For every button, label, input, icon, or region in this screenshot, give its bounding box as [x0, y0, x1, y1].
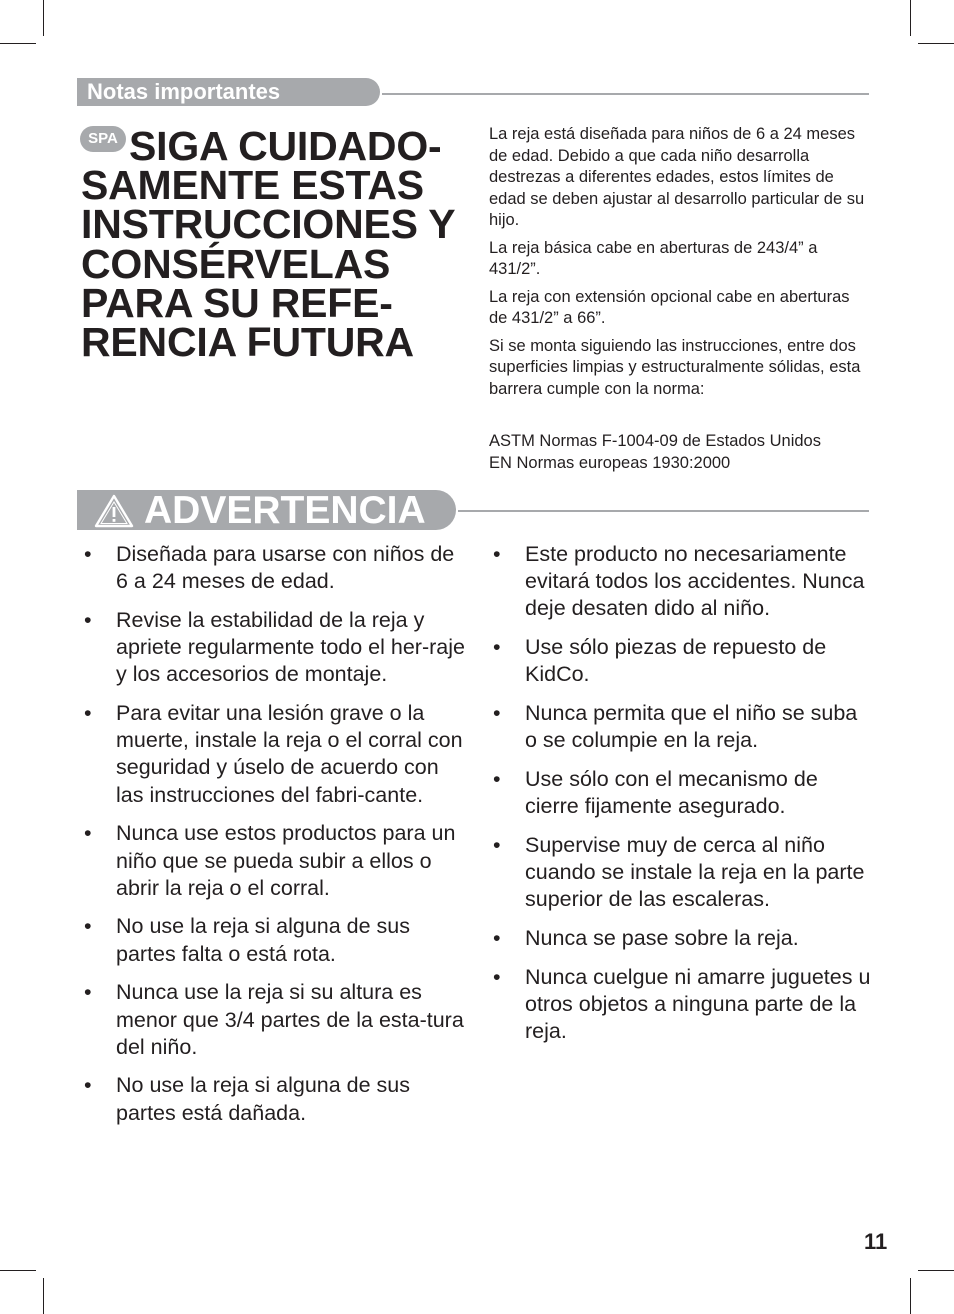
list-item-text: Use sólo piezas de repuesto de KidCo.: [525, 635, 827, 687]
bullet: •: [493, 542, 501, 566]
bullet: •: [493, 701, 501, 726]
list-item-text: No use la reja si alguna de sus partes falta o está rota.: [116, 914, 411, 966]
crop-mark: [910, 1278, 911, 1314]
list-item: [487, 634, 871, 688]
bullet: •: [493, 766, 501, 791]
list-item: [78, 913, 468, 967]
list-item: [78, 607, 468, 689]
list-item: [487, 832, 871, 914]
list-item-text: Este producto no necesariamente evitará todos los accidentes. Nunca deje desaten dido al niño.: [525, 542, 865, 621]
warning-list-right: [487, 541, 871, 1057]
standard-item: EN Normas europeas 1930:2000: [489, 453, 731, 472]
list-item: [78, 700, 468, 809]
list-item-text: Nunca cuelgue ni amarre juguetes u otros objetos a ninguna parte de la reja.: [525, 964, 871, 1044]
bullet: •: [84, 1073, 92, 1098]
list-item: [78, 1072, 468, 1126]
bullet: •: [84, 821, 92, 846]
list-item: [487, 766, 871, 820]
bullet: •: [493, 964, 501, 989]
list-item-text: Para evitar una lesión grave o la muerte, instale la reja o el corral con seguridad y úselo de acuerdo con las instrucciones del fabri-cante.: [116, 701, 463, 807]
info-column: [489, 124, 869, 474]
info-paragraph: La reja básica cabe en aberturas de 243/4” a 431/2”.: [489, 238, 818, 278]
bullet: •: [84, 607, 92, 632]
crop-mark: [918, 1270, 954, 1271]
list-item: [487, 541, 871, 623]
bullet: •: [84, 980, 92, 1005]
crop-mark: [910, 0, 911, 36]
list-item-text: Supervise muy de cerca al niño cuando se instale la reja en la parte superior de las escaleras.: [525, 832, 865, 912]
info-paragraph: Si se monta siguiendo las instrucciones, entre dos superficies limpias y estructuralmente sólidas, esta barrera cumple con la norma:: [489, 336, 861, 398]
section-label: Notas importantes: [87, 79, 281, 104]
warning-list-left: [78, 541, 468, 1138]
section-header: [77, 78, 380, 106]
bullet: •: [493, 925, 501, 950]
list-item: [487, 700, 871, 754]
crop-mark: [0, 43, 36, 44]
info-paragraph: La reja con extensión opcional cabe en aberturas de 431/2” a 66”.: [489, 287, 850, 327]
standard-item: ASTM Normas F-1004-09 de Estados Unidos: [489, 432, 821, 450]
warning-title: ADVERTENCIA: [144, 489, 426, 532]
bullet: •: [493, 832, 501, 857]
bullet: •: [84, 701, 92, 726]
bullet: •: [84, 542, 92, 566]
bullet: •: [493, 635, 501, 660]
warning-rule: [458, 510, 869, 512]
list-item: [487, 925, 871, 952]
warning-triangle-icon: [94, 494, 134, 528]
list-item: [78, 979, 468, 1061]
crop-mark: [43, 1278, 44, 1314]
info-paragraph: La reja está diseñada para niños de 6 a 24 meses de edad. Debido a que cada niño desarrolla destrezas a diferentes edades, estos límites de edad se deben ajustar al desarrollo particular de su hijo.: [489, 125, 865, 229]
list-item-text: Revise la estabilidad de la reja y apriete regularmente todo el her-raje y los accesorios de montaje.: [116, 607, 465, 687]
warning-header: [77, 490, 456, 530]
list-item-text: Diseñada para usarse con niños de 6 a 24 meses de edad.: [116, 542, 455, 594]
section-rule: [382, 93, 869, 95]
list-item-text: No use la reja si alguna de sus partes está dañada.: [116, 1073, 411, 1125]
standards-list: [489, 431, 869, 474]
list-item-text: Nunca permita que el niño se suba o se columpie en la reja.: [525, 701, 858, 753]
page-title: SIGA CUIDADO-SAMENTE ESTAS INSTRUCCIONES Y CONSÉRVELAS PARA SU REFE-RENCIA FUTURA: [81, 123, 455, 366]
language-badge: SPA: [80, 126, 126, 152]
crop-mark: [918, 43, 954, 44]
list-item: [487, 964, 871, 1046]
list-item-text: Nunca use la reja si su altura es menor que 3/4 partes de la esta-tura del niño.: [116, 980, 464, 1059]
list-item-text: Nunca use estos productos para un niño que se pueda subir a ellos o abrir la reja o el corral.: [116, 821, 456, 900]
list-item: [78, 541, 468, 595]
list-item-text: Use sólo con el mecanismo de cierre fijamente asegurado.: [525, 766, 818, 819]
list-item-text: Nunca se pase sobre la reja.: [525, 925, 799, 950]
bullet: •: [84, 914, 92, 939]
list-item: [78, 820, 468, 902]
crop-mark: [43, 0, 44, 36]
page-number: 11: [864, 1229, 888, 1254]
crop-mark: [0, 1270, 36, 1271]
